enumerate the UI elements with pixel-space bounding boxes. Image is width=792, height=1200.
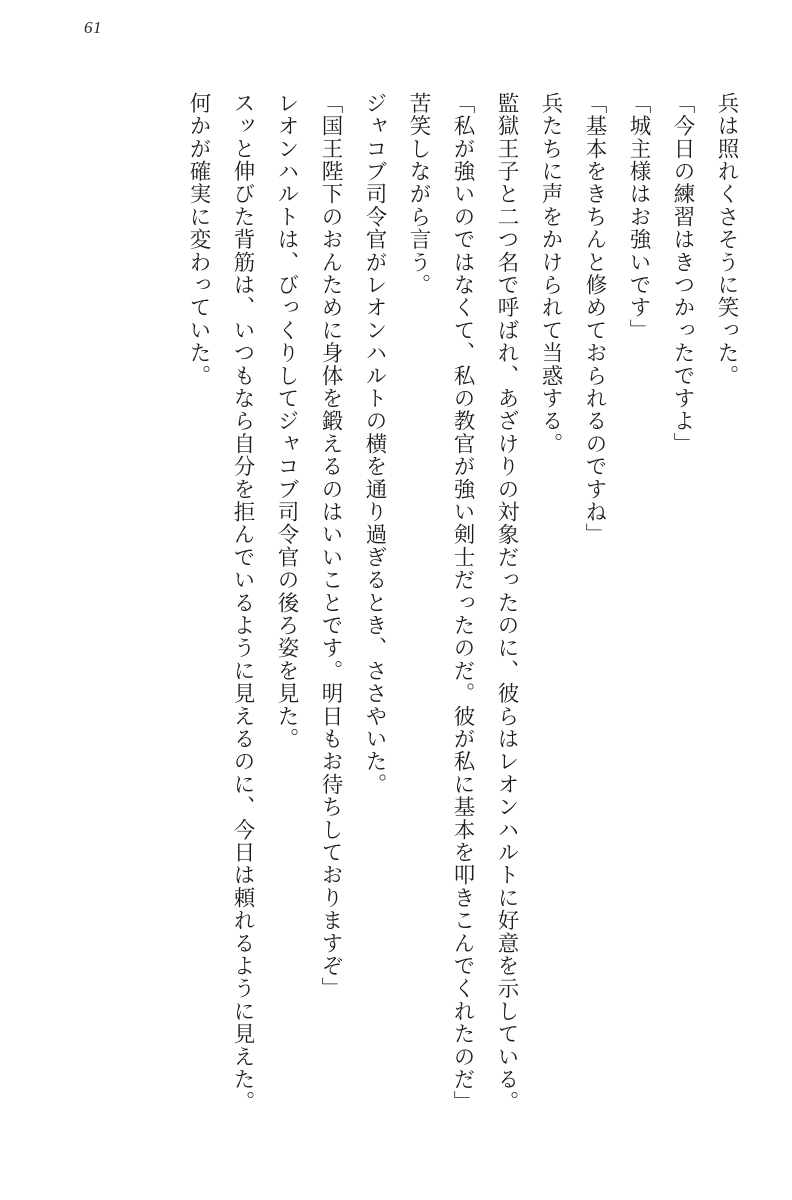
paragraph: 「基本をきちんと修めておられるのですね」	[582, 92, 607, 546]
body-text-block	[44, 92, 748, 1162]
page-number: 61	[84, 18, 102, 37]
paragraph: レオンハルトは、びっくりしてジャコブ司令官の後ろ姿を見た。	[274, 92, 299, 751]
paragraph: 何かが確実に変わっていた。	[186, 92, 211, 388]
paragraph: 兵たちに声をかけられて当惑する。	[538, 92, 563, 456]
paragraph: 「城主様はお強いです」	[626, 92, 651, 342]
paragraph: 監獄王子と二つ名で呼ばれ、あざけりの対象だったのに、彼らはレオンハルトに好意を示している。	[494, 92, 519, 1114]
paragraph: 苦笑しながら言う。	[406, 92, 431, 297]
paragraph: 兵は照れくさそうに笑った。	[714, 92, 739, 388]
paragraph: ジャコブ司令官がレオンハルトの横を通り過ぎるとき、ささやいた。	[362, 92, 387, 796]
paragraph: 「私が強いのではなくて、私の教官が強い剣士だったのだ。彼が私に基本を叩きこんでくれたのだ」	[450, 92, 475, 1114]
paragraph: 「今日の練習はきつかったですよ」	[670, 92, 695, 456]
paragraph: 「国王陛下のおんために身体を鍛えるのはいいことです。明日もお待ちしておりますぞ」	[318, 92, 343, 1000]
paragraph: スッと伸びた背筋は、いつもなら自分を拒んでいるように見えるのに、今日は頼れるように見えた。	[230, 92, 255, 1114]
